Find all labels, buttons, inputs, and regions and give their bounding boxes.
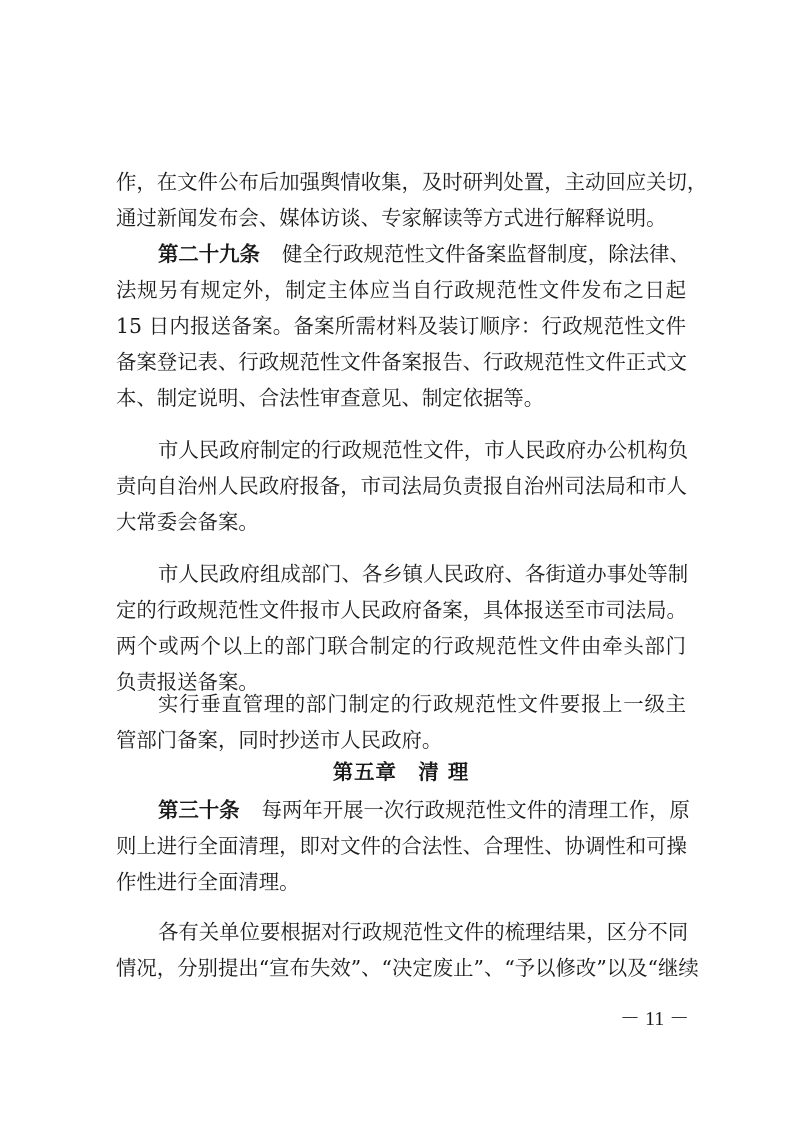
text-line: 作，在文件公布后加强舆情收集，及时研判处置，主动回应关切，	[116, 170, 708, 194]
text-line: 市人民政府组成部门、各乡镇人民政府、各街道办事处等制	[158, 562, 689, 586]
text-line: 两个或两个以上的部门联合制定的行政规范性文件由牵头部门	[116, 634, 686, 658]
text-fragment: 每两年开展一次行政规范性文件的清理工作，原	[261, 798, 690, 822]
text-line: 责向自治州人民政府报备，市司法局负责报自治州司法局和市人	[116, 474, 687, 498]
text-line: 则上进行全面清理，即对文件的合法性、合理性、协调性和可操	[116, 834, 687, 858]
text-line: 15 日内报送备案。备案所需材料及装订顺序：行政规范性文件	[116, 314, 686, 338]
text-line: 管部门备案，同时抄送市人民政府。	[116, 728, 443, 752]
chapter-title: 第五章 清 理	[332, 760, 470, 784]
text-line: 情况，分别提出“宣布失效”、“决定废止”、“予以修改”以及“继续	[116, 956, 699, 980]
article-heading: 第二十九条	[158, 242, 260, 266]
text-line: 作性进行全面清理。	[116, 870, 300, 894]
article-30-first-line	[158, 790, 690, 830]
text-line: 定的行政规范性文件报市人民政府备案，具体报送至市司法局。	[116, 598, 687, 622]
text-fragment: 健全行政规范性文件备案监督制度，除法律、	[281, 242, 690, 266]
text-line: 法规另有规定外，制定主体应当自行政规范性文件发布之日起	[116, 278, 686, 302]
article-29-first-line	[158, 234, 690, 274]
text-line: 负责报送备案。	[116, 670, 259, 694]
text-line: 本、制定说明、合法性审查意见、制定依据等。	[116, 386, 545, 410]
article-heading: 第三十条	[158, 798, 240, 822]
text-line: 实行垂直管理的部门制定的行政规范性文件要报上一级主	[158, 692, 686, 716]
text-line: 大常委会备案。	[116, 510, 259, 534]
text-line: 各有关单位要根据对行政规范性文件的梳理结果，区分不同	[158, 920, 689, 944]
text-line: 通过新闻发布会、媒体访谈、专家解读等方式进行解释说明。	[116, 206, 667, 230]
text-line: 备案登记表、行政规范性文件备案报告、行政规范性文件正式文	[116, 350, 687, 374]
page-number: － 11 －	[620, 1008, 690, 1030]
text-line: 市人民政府制定的行政规范性文件，市人民政府办公机构负	[158, 438, 689, 462]
